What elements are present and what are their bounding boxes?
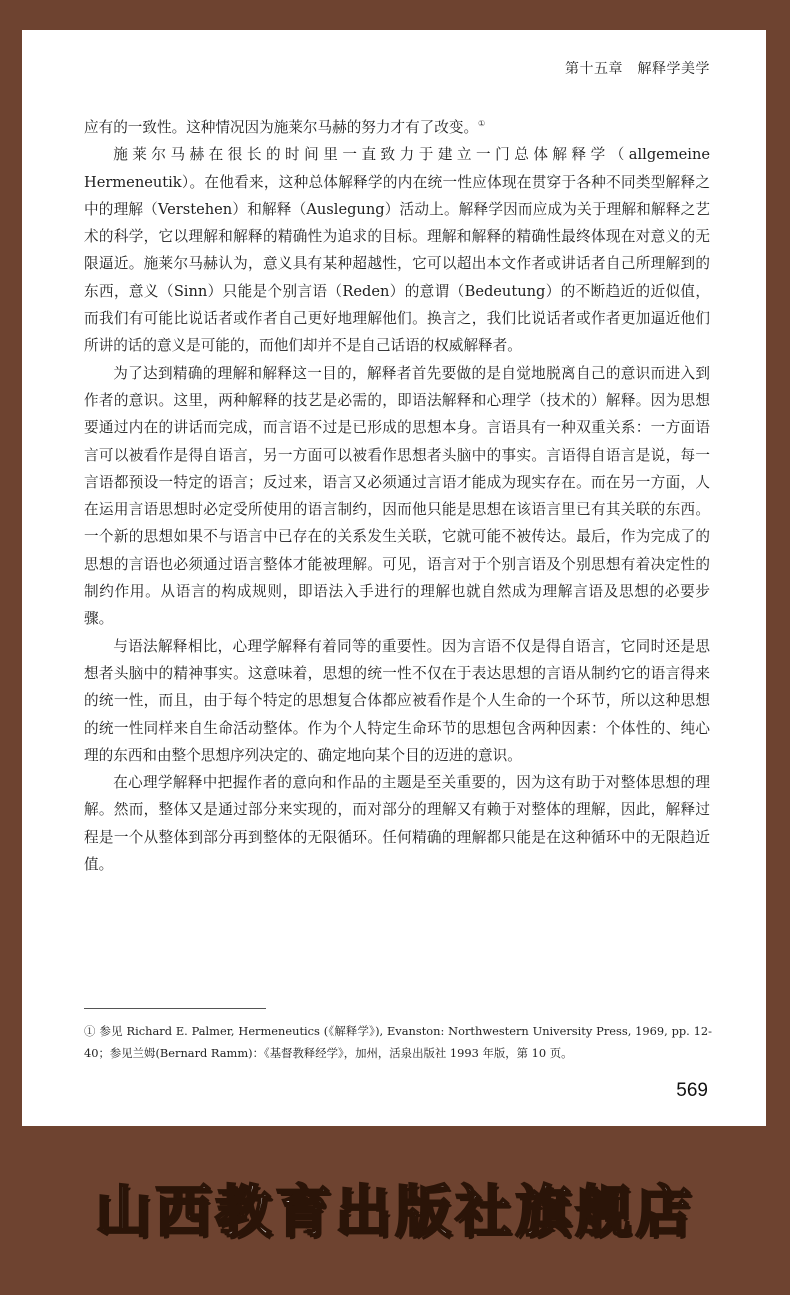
paragraph-2: 施莱尔马赫在很长的时间里一直致力于建立一门总体解释学（allgemeine Hermeneutik）。在他看来，这种总体解释学的内在统一性应体现在贯穿于各种不同类型解释之中的理解（Verstehen）和解释（Auslegung）活动上。解释学因而应成为关于理解和解释之艺术的科学，它以理解和解释的精确性为追求的目标。理解和解释的精确性最终体现在对意义的无限逼近。施莱尔马赫认为，意义具有某种超越性，它可以超出本文作者或讲话者自己所理解到的东西，意义（Sinn）只能是个别言语（Reden）的意谓（Bedeutung）的不断趋近的近似值，而我们有可能比说话者或作者自己更好地理解他们。换言之，我们比说话者或作者更加逼近他们所讲的话的意义是可能的，而他们却并不是自己话语的权威解释者。 [84,146,710,355]
paragraph-1 [84,114,710,141]
footnote-marker[interactable]: ① [478,119,486,129]
footnote: ① 参见 Richard E. Palmer, Hermeneutics (《解释学》), Evanston: Northwestern University Press, 1969, pp. 12-40；参见兰姆(Bernard Ramm)：《基督教释经学》，加州，活泉出版社 1993 年版，第 10 页。 [84,1024,712,1060]
paragraph-5: 在心理学解释中把握作者的意向和作品的主题是至关重要的，因为这有助于对整体思想的理解。然而，整体又是通过部分来实现的，而对部分的理解又有赖于对整体的理解，因此，解释过程是一个从整体到部分再到整体的无限循环。任何精确的理解都只能是在这种循环中的无限趋近值。 [84,774,710,874]
paragraph-3: 为了达到精确的理解和解释这一目的，解释者首先要做的是自觉地脱离自己的意识而进入到作者的意识。这里，两种解释的技艺是必需的，即语法解释和心理学（技术的）解释。因为思想要通过内在的讲话而完成，而言语不过是已形成的思想本身。言语具有一种双重关系：一方面语言可以被看作是得自语言，另一方面可以被看作思想者头脑中的事实。言语得自语言是说，每一言语都预设一特定的语言；反过来，语言又必须通过言语才能成为现实存在。而在另一方面，人在运用言语思想时必定受所使用的语言制约，因而他只能是思想在该语言里已有其关联的东西。一个新的思想如果不与语言中已存在的关系发生关联，它就可能不被传达。最后，作为完成了的思想的言语也必须通过语言整体才能被理解。可见，语言对于个别言语及个别思想有着决定性的制约作用。从语言的构成规则，即语法入手进行的理解也就自然成为理解言语及思想的必要步骤。 [84,364,710,628]
footnote-divider [84,1008,266,1009]
book-page [22,30,766,1126]
body-text [84,114,710,878]
running-head: 第十五章 解释学美学 [565,61,710,77]
page-number: 569 [676,1080,708,1101]
paragraph-4: 与语法解释相比，心理学解释有着同等的重要性。因为言语不仅是得自语言，它同时还是思想者头脑中的精神事实。这意味着，思想的统一性不仅在于表达思想的言语从制约它的语言得来的统一性，而且，由于每个特定的思想复合体都应被看作是个人生命的一个环节，所以这种思想的统一性同样来自生命活动整体。作为个人特定生命环节的思想包含两种因素：个体性的、纯心理的东西和由整个思想序列决定的、确定地向某个目的迈进的意识。 [84,637,710,764]
paragraph-1-text: 应有的一致性。这种情况因为施莱尔马赫的努力才有了改变。 [84,119,479,136]
store-banner: 山西教育出版社旗舰店 [95,1180,695,1245]
